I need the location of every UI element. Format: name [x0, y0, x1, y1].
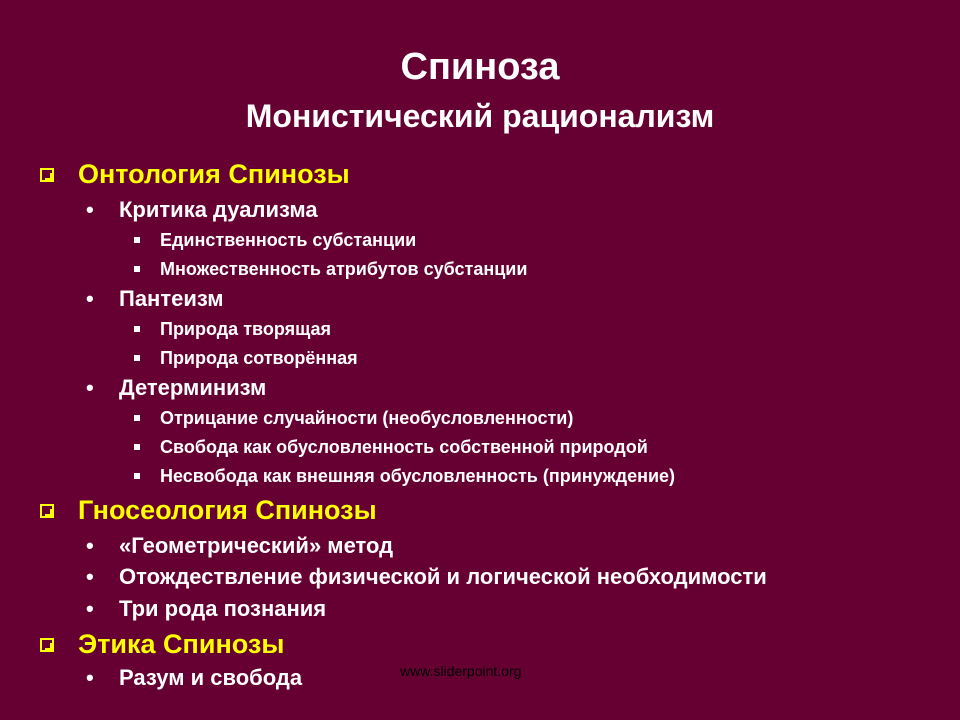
bullet-icon: •: [86, 286, 94, 311]
sub-list-item: Несвобода как внешняя обусловленность (принуждение): [134, 464, 675, 488]
sub-list-item: Множественность атрибутов субстанции: [134, 257, 527, 281]
sub-list-item: Отрицание случайности (необусловленности): [134, 406, 573, 430]
section-heading-epistemology: Гносеология Спинозы: [40, 494, 377, 526]
sub-list-item: Природа сотворённая: [134, 346, 358, 370]
list-item: • Детерминизм: [86, 375, 267, 400]
square-bullet-icon: [134, 415, 140, 421]
bullet-icon: •: [86, 197, 94, 222]
square-bullet-icon: [134, 444, 140, 450]
checkbox-bullet-icon: [40, 638, 54, 652]
sub-list-item: Природа творящая: [134, 317, 331, 341]
list-item: • Пантеизм: [86, 286, 224, 311]
slide-title: Спиноза: [400, 46, 560, 88]
list-item: • Критика дуализма: [86, 197, 318, 222]
square-bullet-icon: [134, 266, 140, 272]
footer-watermark: www.sliderpoint.org: [400, 663, 522, 679]
section-heading-ontology: Онтология Спинозы: [40, 158, 350, 190]
bullet-icon: •: [86, 596, 94, 621]
list-item: • Три рода познания: [86, 596, 327, 621]
sub-list-item: Единственность субстанции: [134, 228, 416, 252]
sub-list-item: Свобода как обусловленность собственной природой: [134, 435, 648, 459]
square-bullet-icon: [134, 473, 140, 479]
square-bullet-icon: [134, 237, 140, 243]
bullet-icon: •: [86, 665, 94, 690]
bullet-icon: •: [86, 564, 94, 589]
checkbox-bullet-icon: [40, 168, 54, 182]
list-item: • Разум и свобода: [86, 665, 303, 690]
section-heading-ethics: Этика Спинозы: [40, 628, 284, 660]
checkbox-bullet-icon: [40, 504, 54, 518]
list-item: • Отождествление физической и логической необходимости: [86, 564, 767, 589]
bullet-icon: •: [86, 533, 94, 558]
slide-subtitle: Монистический рационализм: [245, 98, 715, 134]
list-item: • «Геометрический» метод: [86, 533, 394, 558]
bullet-icon: •: [86, 375, 94, 400]
square-bullet-icon: [134, 326, 140, 332]
square-bullet-icon: [134, 355, 140, 361]
